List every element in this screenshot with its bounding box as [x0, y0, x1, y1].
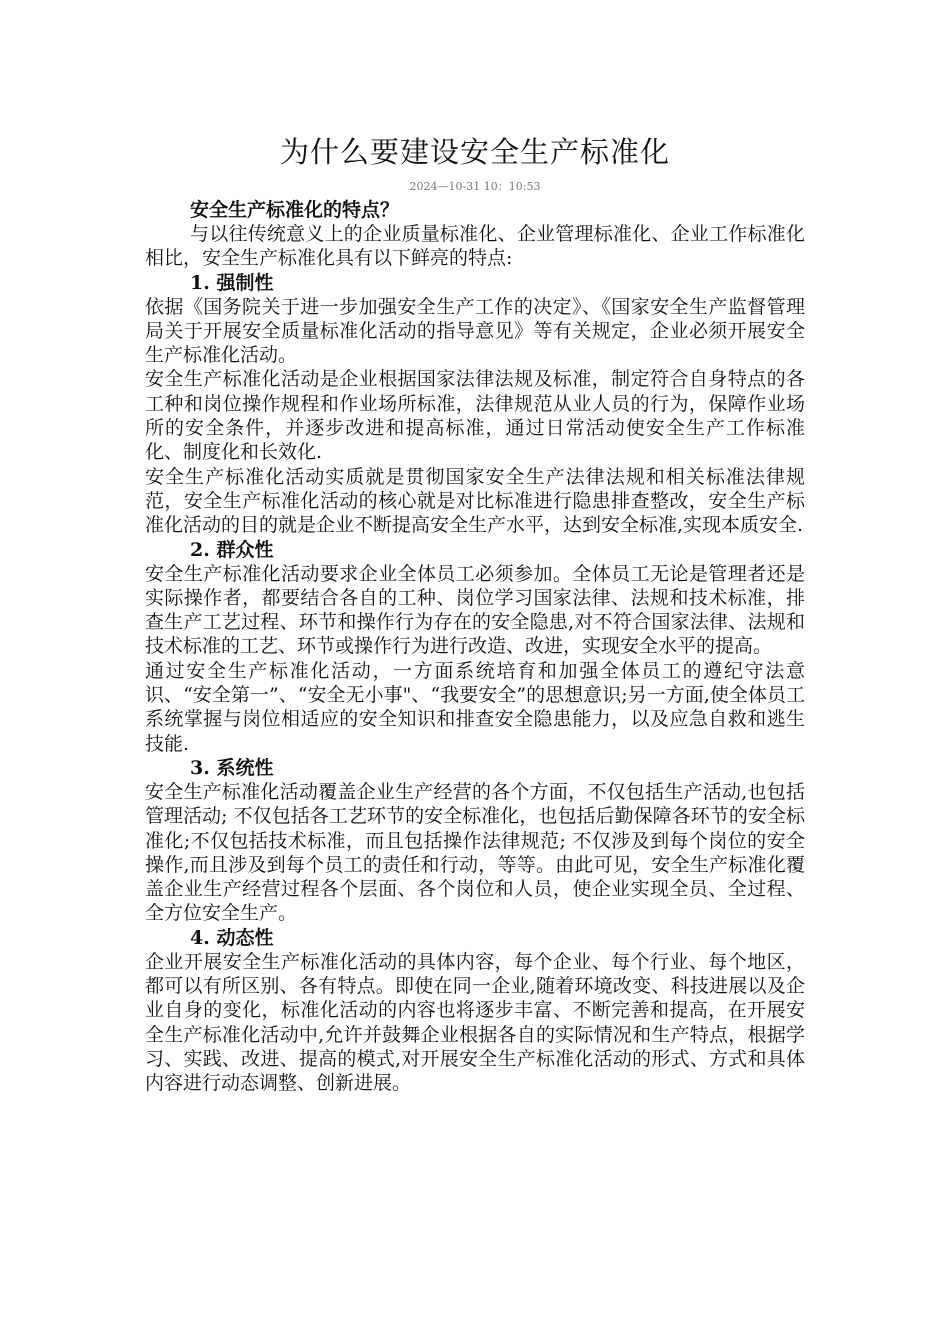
section-paragraph: 安全生产标准化活动是企业根据国家法律法规及标准，制定符合自身特点的各工种和岗位操作规程和作业场所标准，法律规范从业人员的行为，保障作业场所的安全条件，并逐步改进和提高标准，通过日常活动使安全生产工作标准化、制度化和长效化. [145, 368, 805, 464]
section-paragraph: 安全生产标准化活动覆盖企业生产经营的各个方面，不仅包括生产活动,也包括管理活动; 不仅包括各工艺环节的安全标准化，也包括后勤保障各环节的安全标准化;不仅包括技术标准，而且包括操作法律规范; 不仅涉及到每个岗位的安全操作,而且涉及到每个员工的责任和行动，等等。由此可见，安全生产标准化覆盖企业生产经营过程各个层面、各个岗位和人员，使企业实现全员、全过程、全方位安全生产。 [145, 780, 805, 925]
document-page [145, 132, 805, 1096]
section-paragraph: 企业开展安全生产标准化活动的具体内容，每个企业、每个行业、每个地区，都可以有所区别、各有特点。即使在同一企业,随着环境改变、科技进展以及企业自身的变化，标准化活动的内容也将逐步丰富、不断完善和提高，在开展安全生产标准化活动中,允许并鼓舞企业根据各自的实际情况和生产特点，根据学习、实践、改进、提高的模式,对开展安全生产标准化活动的形式、方式和具体内容进行动态调整、创新进展。 [145, 950, 805, 1095]
section-paragraph: 依据《国务院关于进一步加强安全生产工作的决定》、《国家安全生产监督管理局关于开展安全质量标准化活动的指导意见》等有关规定，企业必须开展安全生产标准化活动。 [145, 295, 805, 367]
section-heading-dynamic: 4. 动态性 [190, 926, 274, 949]
document-title: 为什么要建设安全生产标准化 [279, 135, 670, 169]
section-paragraph: 通过安全生产标准化活动，一方面系统培育和加强全体员工的遵纪守法意识、“安全第一”、“安全无小事"、“我要安全”的思想意识;另一方面,使全体员工系统掌握与岗位相适应的安全知识和排查安全隐患能力，以及应急自救和逃生技能. [145, 659, 805, 755]
section-heading-systematic: 3. 系统性 [190, 756, 274, 779]
section-paragraph: 安全生产标准化活动实质就是贯彻国家安全生产法律法规和相关标准法律规范，安全生产标准化活动的核心就是对比标准进行隐患排查整改，安全生产标准化活动的目的就是企业不断提高安全生产水平，达到安全标准,实现本质安全. [145, 465, 805, 537]
section-paragraph: 安全生产标准化活动要求企业全体员工必须参加。全体员工无论是管理者还是实际操作者，都要结合各自的工种、岗位学习国家法律、法规和技术标准，排查生产工艺过程、环节和操作行为存在的安全隐患,对不符合国家法律、法规和技术标准的工艺、环节或操作行为进行改造、改进，实现安全水平的提高。 [145, 562, 805, 658]
intro-heading: 安全生产标准化的特点？ [190, 199, 400, 221]
intro-paragraph: 与以往传统意义上的企业质量标准化、企业管理标准化、企业工作标准化相比，安全生产标准化具有以下鲜亮的特点: [145, 223, 805, 270]
section-heading-mass: 2. 群众性 [190, 538, 274, 561]
section-heading-mandatory: 1. 强制性 [190, 271, 274, 294]
publish-timestamp: 2024—10-31 10：10:53 [409, 180, 541, 193]
